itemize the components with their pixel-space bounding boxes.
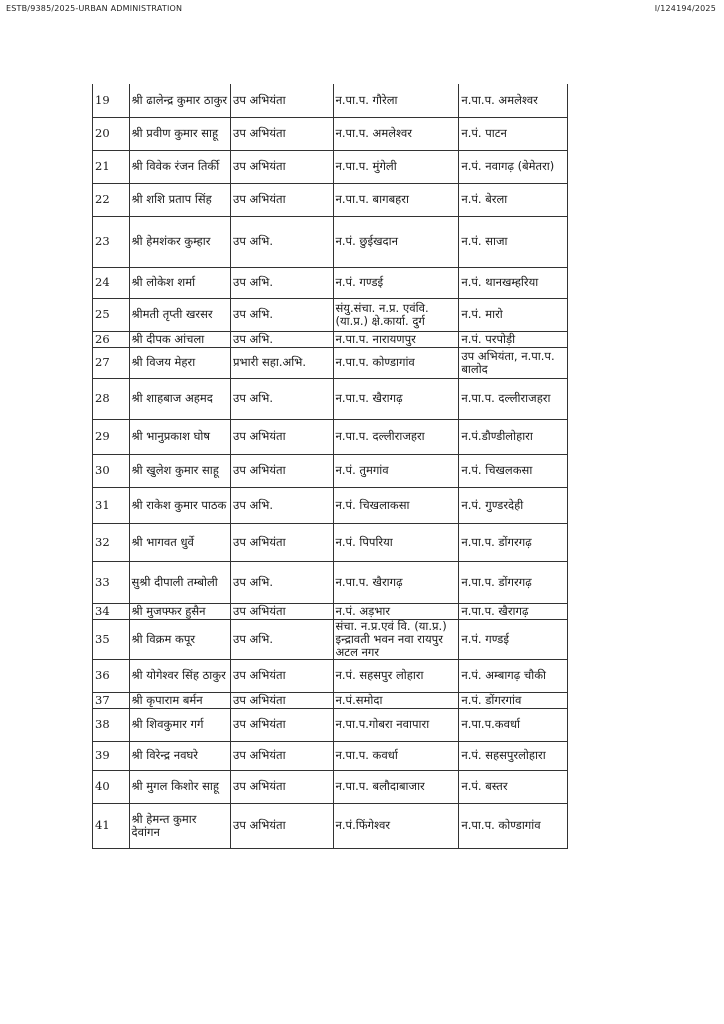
current-posting: न.पा.प. खैरागढ़ bbox=[333, 561, 459, 603]
designation: उप अभियंता bbox=[231, 803, 334, 848]
employee-name: श्री दीपक आंचला bbox=[129, 331, 230, 347]
transfer-table bbox=[92, 84, 568, 849]
current-posting: न.पा.प. दल्लीराजहरा bbox=[333, 419, 459, 454]
row-number: 19 bbox=[93, 84, 130, 117]
employee-name: सुश्री दीपाली तम्बोली bbox=[129, 561, 230, 603]
table-row bbox=[93, 770, 568, 803]
employee-name: श्री कृपाराम बर्मन bbox=[129, 692, 230, 708]
employee-name: श्री मुजफ्फर हुसैन bbox=[129, 603, 230, 619]
designation: उप अभियंता bbox=[231, 523, 334, 561]
table-row bbox=[93, 803, 568, 848]
table-row bbox=[93, 523, 568, 561]
employee-name: श्री प्रवीण कुमार साहू bbox=[129, 117, 230, 150]
row-number: 25 bbox=[93, 298, 130, 331]
designation: उप अभियंता bbox=[231, 84, 334, 117]
row-number: 27 bbox=[93, 347, 130, 378]
current-posting: न.पं. पिपरिया bbox=[333, 523, 459, 561]
new-posting: न.पा.प. कोण्डागांव bbox=[459, 803, 568, 848]
new-posting: न.पं. नवागढ़ (बेमेतरा) bbox=[459, 150, 568, 183]
current-posting: न.पं.समोदा bbox=[333, 692, 459, 708]
row-number: 37 bbox=[93, 692, 130, 708]
current-posting: न.पं.फिंगेश्वर bbox=[333, 803, 459, 848]
current-posting: न.पा.प. बलौदाबाजार bbox=[333, 770, 459, 803]
employee-name: श्री खुलेश कुमार साहू bbox=[129, 454, 230, 487]
header-document-number: I/124194/2025 bbox=[654, 4, 716, 13]
designation: उप अभि. bbox=[231, 561, 334, 603]
current-posting: संयु.संचा. न.प्र. एवंवि. (या.प्र.) क्षे.कार्या. दुर्ग bbox=[333, 298, 459, 331]
designation: उप अभियंता bbox=[231, 659, 334, 692]
new-posting: न.पं. बस्तर bbox=[459, 770, 568, 803]
table-row bbox=[93, 298, 568, 331]
employee-name: श्री मुगल किशोर साहू bbox=[129, 770, 230, 803]
designation: उप अभि. bbox=[231, 331, 334, 347]
current-posting: न.पा.प. खैरागढ़ bbox=[333, 378, 459, 419]
table-row bbox=[93, 454, 568, 487]
new-posting: न.पं. थानखम्हरिया bbox=[459, 267, 568, 298]
table-row bbox=[93, 378, 568, 419]
row-number: 38 bbox=[93, 708, 130, 741]
new-posting: न.पा.प.कवर्धा bbox=[459, 708, 568, 741]
row-number: 31 bbox=[93, 487, 130, 523]
table-row bbox=[93, 741, 568, 770]
designation: उप अभि. bbox=[231, 298, 334, 331]
row-number: 32 bbox=[93, 523, 130, 561]
new-posting: न.पं. बेरला bbox=[459, 183, 568, 216]
current-posting: न.पं. अड़भार bbox=[333, 603, 459, 619]
employee-name: श्री विजय मेहरा bbox=[129, 347, 230, 378]
new-posting: न.पा.प. अमलेश्वर bbox=[459, 84, 568, 117]
designation: उप अभियंता bbox=[231, 419, 334, 454]
current-posting: न.पं. चिखलाकसा bbox=[333, 487, 459, 523]
designation: उप अभियंता bbox=[231, 770, 334, 803]
new-posting: न.पं. अम्बागढ़ चौकी bbox=[459, 659, 568, 692]
current-posting: संचा. न.प्र.एवं वि. (या.प्र.) इन्द्रावती भवन नवा रायपुर अटल नगर bbox=[333, 619, 459, 659]
new-posting: न.पं. डोंगरगांव bbox=[459, 692, 568, 708]
current-posting: न.पा.प. गौरेला bbox=[333, 84, 459, 117]
designation: उप अभियंता bbox=[231, 183, 334, 216]
employee-name: श्री शाहबाज अहमद bbox=[129, 378, 230, 419]
employee-name: श्री ढालेन्द्र कुमार ठाकुर bbox=[129, 84, 230, 117]
designation: प्रभारी सहा.अभि. bbox=[231, 347, 334, 378]
table-row bbox=[93, 708, 568, 741]
new-posting: न.पा.प. दल्लीराजहरा bbox=[459, 378, 568, 419]
row-number: 41 bbox=[93, 803, 130, 848]
current-posting: न.पा.प. बागबहरा bbox=[333, 183, 459, 216]
table-row bbox=[93, 84, 568, 117]
new-posting: न.पं. चिखलकसा bbox=[459, 454, 568, 487]
current-posting: न.पा.प. मुंगेली bbox=[333, 150, 459, 183]
employee-name: श्री हेमशंकर कुम्हार bbox=[129, 216, 230, 267]
table-row bbox=[93, 117, 568, 150]
row-number: 40 bbox=[93, 770, 130, 803]
designation: उप अभि. bbox=[231, 267, 334, 298]
row-number: 29 bbox=[93, 419, 130, 454]
employee-name: श्री हेमन्त कुमार देवांगन bbox=[129, 803, 230, 848]
new-posting: न.पं. सहसपुरलोहारा bbox=[459, 741, 568, 770]
employee-name: श्री शिवकुमार गर्ग bbox=[129, 708, 230, 741]
employee-name: श्रीमती तृप्ती खरसर bbox=[129, 298, 230, 331]
new-posting: न.पं. गुण्डरदेही bbox=[459, 487, 568, 523]
header-reference: ESTB/9385/2025-URBAN ADMINISTRATION bbox=[6, 4, 183, 13]
row-number: 36 bbox=[93, 659, 130, 692]
table-row bbox=[93, 267, 568, 298]
current-posting: न.पा.प. नारायणपुर bbox=[333, 331, 459, 347]
table-row bbox=[93, 347, 568, 378]
designation: उप अभि. bbox=[231, 619, 334, 659]
employee-name: श्री भागवत धुर्वे bbox=[129, 523, 230, 561]
row-number: 24 bbox=[93, 267, 130, 298]
designation: उप अभि. bbox=[231, 378, 334, 419]
table-row bbox=[93, 150, 568, 183]
designation: उप अभि. bbox=[231, 487, 334, 523]
table-row bbox=[93, 561, 568, 603]
new-posting: उप अभियंता, न.पा.प. बालोद bbox=[459, 347, 568, 378]
new-posting: न.पा.प. खैरागढ़ bbox=[459, 603, 568, 619]
current-posting: न.पा.प. कवर्धा bbox=[333, 741, 459, 770]
employee-name: श्री विक्रम कपूर bbox=[129, 619, 230, 659]
row-number: 34 bbox=[93, 603, 130, 619]
employee-name: श्री राकेश कुमार पाठक bbox=[129, 487, 230, 523]
current-posting: न.पा.प. कोण्डागांव bbox=[333, 347, 459, 378]
new-posting: न.पा.प. डोंगरगढ़ bbox=[459, 523, 568, 561]
row-number: 21 bbox=[93, 150, 130, 183]
new-posting: न.पं. परपोड़ी bbox=[459, 331, 568, 347]
employee-name: श्री शशि प्रताप सिंह bbox=[129, 183, 230, 216]
employee-name: श्री भानुप्रकाश घोष bbox=[129, 419, 230, 454]
table-row bbox=[93, 692, 568, 708]
row-number: 33 bbox=[93, 561, 130, 603]
transfer-table-body bbox=[93, 84, 568, 848]
current-posting: न.पं. सहसपुर लोहारा bbox=[333, 659, 459, 692]
new-posting: न.पं. गण्डई bbox=[459, 619, 568, 659]
current-posting: न.पं. तुमगांव bbox=[333, 454, 459, 487]
designation: उप अभियंता bbox=[231, 603, 334, 619]
designation: उप अभियंता bbox=[231, 150, 334, 183]
table-row bbox=[93, 183, 568, 216]
designation: उप अभियंता bbox=[231, 692, 334, 708]
row-number: 30 bbox=[93, 454, 130, 487]
current-posting: न.पा.प.गोबरा नवापारा bbox=[333, 708, 459, 741]
current-posting: न.पा.प. अमलेश्वर bbox=[333, 117, 459, 150]
designation: उप अभियंता bbox=[231, 454, 334, 487]
new-posting: न.पं. साजा bbox=[459, 216, 568, 267]
current-posting: न.पं. छुईखदान bbox=[333, 216, 459, 267]
row-number: 35 bbox=[93, 619, 130, 659]
table-row bbox=[93, 487, 568, 523]
row-number: 26 bbox=[93, 331, 130, 347]
new-posting: न.पं. मारो bbox=[459, 298, 568, 331]
employee-name: श्री लोकेश शर्मा bbox=[129, 267, 230, 298]
employee-name: श्री विवेक रंजन तिर्की bbox=[129, 150, 230, 183]
new-posting: न.पं.डौण्डीलोहारा bbox=[459, 419, 568, 454]
table-row bbox=[93, 659, 568, 692]
employee-name: श्री विरेन्द्र नवघरे bbox=[129, 741, 230, 770]
new-posting: न.पं. पाटन bbox=[459, 117, 568, 150]
table-row bbox=[93, 419, 568, 454]
current-posting: न.पं. गण्डई bbox=[333, 267, 459, 298]
row-number: 39 bbox=[93, 741, 130, 770]
new-posting: न.पा.प. डोंगरगढ़ bbox=[459, 561, 568, 603]
table-row bbox=[93, 619, 568, 659]
employee-name: श्री योगेश्वर सिंह ठाकुर bbox=[129, 659, 230, 692]
table-row bbox=[93, 216, 568, 267]
table-row bbox=[93, 603, 568, 619]
designation: उप अभियंता bbox=[231, 741, 334, 770]
table-row bbox=[93, 331, 568, 347]
designation: उप अभियंता bbox=[231, 708, 334, 741]
row-number: 28 bbox=[93, 378, 130, 419]
row-number: 23 bbox=[93, 216, 130, 267]
designation: उप अभियंता bbox=[231, 117, 334, 150]
row-number: 20 bbox=[93, 117, 130, 150]
row-number: 22 bbox=[93, 183, 130, 216]
designation: उप अभि. bbox=[231, 216, 334, 267]
